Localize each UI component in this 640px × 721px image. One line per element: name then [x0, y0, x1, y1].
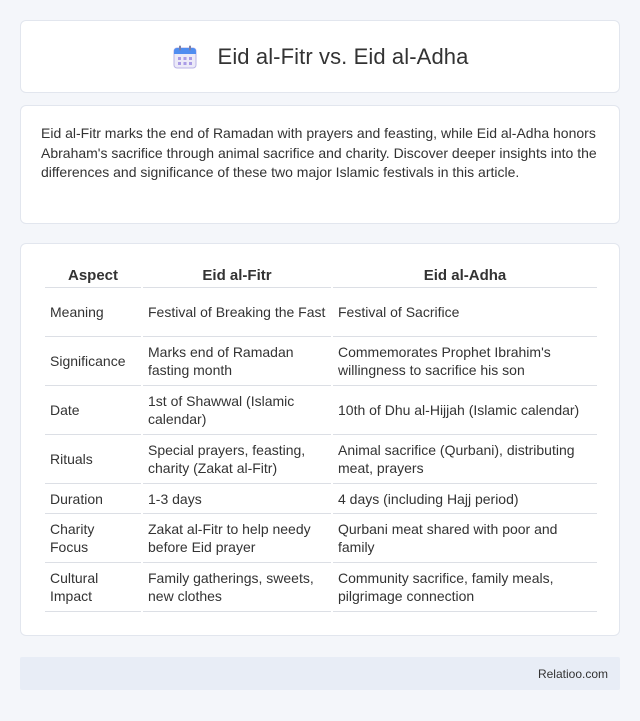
table-cell-adha: Festival of Sacrifice [333, 288, 597, 337]
table-header-row [45, 264, 597, 288]
table-cell-fitr: Special prayers, feasting, charity (Zakat al-Fitr) [143, 435, 331, 484]
comparison-table [43, 264, 599, 612]
table-cell-adha: Qurbani meat shared with poor and family [333, 514, 597, 563]
table-cell-aspect: Significance [45, 337, 141, 386]
table-cell-fitr: 1-3 days [143, 484, 331, 514]
table-cell-adha: Animal sacrifice (Qurbani), distributing meat, prayers [333, 435, 597, 484]
column-header-eid-al-fitr: Eid al-Fitr [143, 264, 331, 288]
footer-bar [20, 657, 620, 690]
comparison-table-card [20, 243, 620, 636]
table-row [45, 386, 597, 435]
table-cell-aspect: Rituals [45, 435, 141, 484]
header-card [20, 20, 620, 93]
table-cell-aspect: Cultural Impact [45, 563, 141, 612]
table-row [45, 563, 597, 612]
intro-card [20, 105, 620, 224]
table-cell-fitr: 1st of Shawwal (Islamic calendar) [143, 386, 331, 435]
table-row [45, 484, 597, 514]
column-header-aspect: Aspect [45, 264, 141, 288]
footer-brand[interactable]: Relatioo.com [537, 666, 608, 681]
table-row [45, 435, 597, 484]
table-cell-adha: Community sacrifice, family meals, pilgrimage connection [333, 563, 597, 612]
table-cell-aspect: Duration [45, 484, 141, 514]
table-cell-aspect: Meaning [45, 288, 141, 337]
table-cell-adha: Commemorates Prophet Ibrahim's willingness to sacrifice his son [333, 337, 597, 386]
table-cell-fitr: Festival of Breaking the Fast [143, 288, 331, 337]
table-cell-fitr: Marks end of Ramadan fasting month [143, 337, 331, 386]
column-header-eid-al-adha: Eid al-Adha [333, 264, 597, 288]
table-cell-fitr: Family gatherings, sweets, new clothes [143, 563, 331, 612]
calendar-icon [172, 44, 198, 70]
table-cell-aspect: Date [45, 386, 141, 435]
table-row [45, 288, 597, 337]
table-cell-aspect: Charity Focus [45, 514, 141, 563]
intro-text: Eid al-Fitr marks the end of Ramadan with prayers and feasting, while Eid al-Adha honors Abraham's sacrifice through animal sacrifice and charity. Discover deeper insights into the differences and significance of these two major Islamic festivals in this article. [41, 125, 597, 180]
table-cell-adha: 4 days (including Hajj period) [333, 484, 597, 514]
table-cell-adha: 10th of Dhu al-Hijjah (Islamic calendar) [333, 386, 597, 435]
table-row [45, 337, 597, 386]
table-row [45, 514, 597, 563]
page-title: Eid al-Fitr vs. Eid al-Adha [217, 43, 469, 69]
table-cell-fitr: Zakat al-Fitr to help needy before Eid prayer [143, 514, 331, 563]
